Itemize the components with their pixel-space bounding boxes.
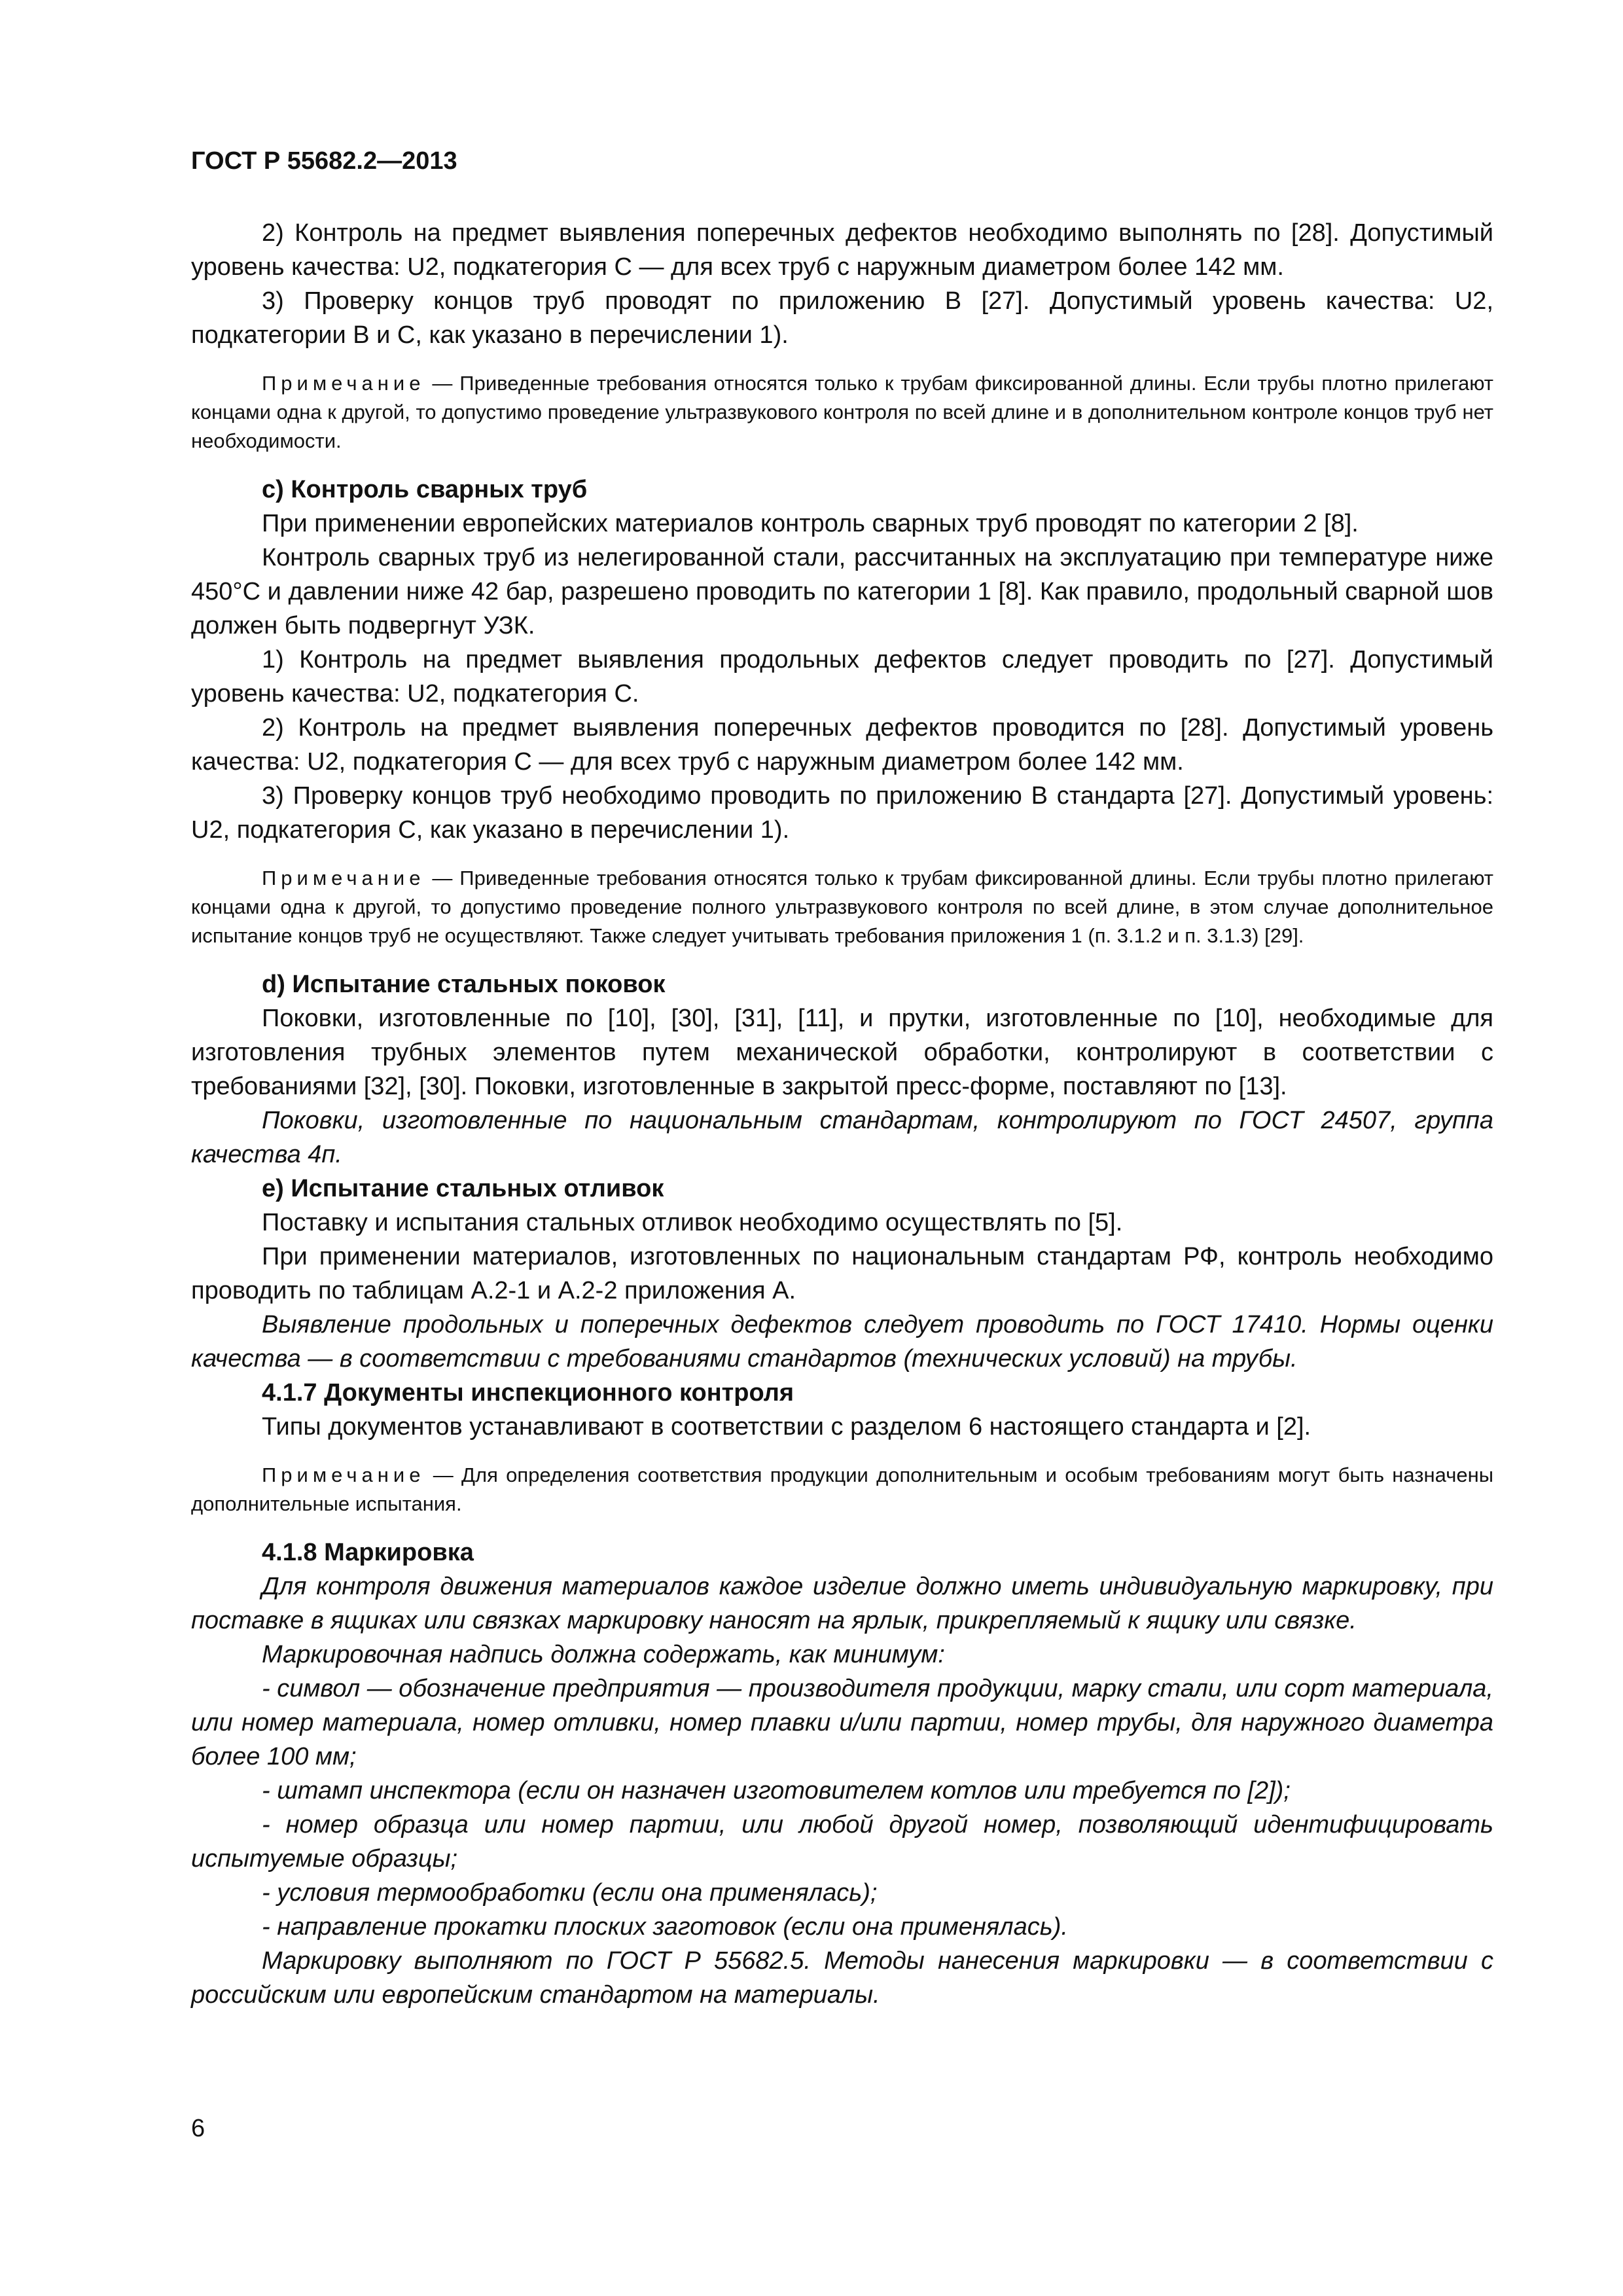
note-text: — Приведенные требования относятся только к трубам фиксированной длины. Если трубы плотно прилегают концами одна к другой, то допустимо проведение ультразвукового контроля по всей длине и в дополнительном контроле концов труб нет необходимости.	[191, 372, 1493, 452]
paragraph-italic: Поковки, изготовленные по национальным стандартам, контролируют по ГОСТ 24507, группа качества 4п.	[191, 1107, 1493, 1168]
note-text: — Приведенные требования относятся только к трубам фиксированной длины. Если трубы плотно прилегают концами одна к другой, то допустимо проведение полного ультразвукового контроля по всей длине, в этом случае дополнительное испытание концов труб не осуществляют. Также следует учитывать требования приложения 1 (п. 3.1.2 и п. 3.1.3) [29].	[191, 867, 1493, 947]
note-block	[191, 1461, 1493, 1518]
paragraph: Контроль сварных труб из нелегированной стали, рассчитанных на эксплуатацию при температуре ниже 450°С и давлении ниже 42 бар, разрешено проводить по категории 1 [8]. Как правило, продольный сварной шов должен быть подвергнут УЗК.	[191, 544, 1493, 639]
paragraph: 3) Проверку концов труб необходимо проводить по приложению В стандарта [27]. Допустимый уровень: U2, подкатегория С, как указано в перечислении 1).	[191, 782, 1493, 844]
list-item: - номер образца или номер партии, или любой другой номер, позволяющий идентифицировать испытуемые образцы;	[191, 1811, 1493, 1873]
list-item: - символ — обозначение предприятия — производителя продукции, марку стали, или сорт материала, или номер материала, номер отливки, номер плавки и/или партии, номер трубы, для наружного диаметра более 100 мм;	[191, 1675, 1493, 1770]
list-item: - штамп инспектора (если он назначен изготовителем котлов или требуется по [2]);	[262, 1777, 1291, 1804]
document-body	[191, 216, 1493, 2012]
paragraph: При применении материалов, изготовленных по национальным стандартам РФ, контроль необходимо проводить по таблицам А.2-1 и А.2-2 приложения А.	[191, 1243, 1493, 1304]
paragraph-italic: Выявление продольных и поперечных дефектов следует проводить по ГОСТ 17410. Нормы оценки качества — в соответствии с требованиями стандартов (технических условий) на трубы.	[191, 1311, 1493, 1372]
heading-welded-pipes: с) Контроль сварных труб	[262, 476, 588, 503]
paragraph-italic: Для контроля движения материалов каждое изделие должно иметь индивидуальную маркировку, при поставке в ящиках или связках маркировку наносят на ярлык, прикрепляемый к ящику или связке.	[191, 1573, 1493, 1634]
paragraph: Поставку и испытания стальных отливок необходимо осуществлять по [5].	[262, 1209, 1123, 1236]
paragraph-italic: Маркировочная надпись должна содержать, как минимум:	[262, 1641, 945, 1668]
paragraph: Поковки, изготовленные по [10], [30], [31], [11], и прутки, изготовленные по [10], необходимые для изготовления трубных элементов путем механической обработки, контролируют в соответствии с требованиями [32], [30]. Поковки, изготовленные в закрытой пресс-форме, поставляют по [13].	[191, 1005, 1493, 1100]
paragraph: 1) Контроль на предмет выявления продольных дефектов следует проводить по [27]. Допустимый уровень качества: U2, подкатегория С.	[191, 646, 1493, 708]
list-item: - направление прокатки плоских заготовок (если она применялась).	[262, 1913, 1068, 1941]
note-text: — Для определения соответствия продукции дополнительным и особым требованиям могут быть назначены дополнительные испытания.	[191, 1463, 1493, 1515]
paragraph: При применении европейских материалов контроль сварных труб проводят по категории 2 [8].	[262, 510, 1359, 537]
document-header: ГОСТ Р 55682.2—2013	[191, 147, 457, 175]
paragraph: Типы документов устанавливают в соответствии с разделом 6 настоящего стандарта и [2].	[262, 1413, 1311, 1441]
note-label: Примечание	[262, 867, 425, 889]
paragraph-transverse-defects: 2) Контроль на предмет выявления поперечных дефектов необходимо выполнять по [28]. Допустимый уровень качества: U2, подкатегория С — для всех труб с наружным диаметром более 142 мм.	[191, 219, 1493, 281]
note-block	[191, 369, 1493, 456]
paragraph-italic: Маркировку выполняют по ГОСТ Р 55682.5. Методы нанесения маркировки — в соответствии с российским или европейским стандартом на материалы.	[191, 1947, 1493, 2009]
note-label: Примечание	[262, 372, 425, 395]
heading-steel-forgings: d) Испытание стальных поковок	[262, 971, 666, 998]
paragraph-pipe-ends-check: 3) Проверку концов труб проводят по приложению В [27]. Допустимый уровень качества: U2, подкатегории В и С, как указано в перечислении 1).	[191, 287, 1493, 349]
page-number: 6	[191, 2115, 205, 2142]
list-item: - условия термообработки (если она применялась);	[262, 1879, 878, 1907]
heading-4-1-8: 4.1.8 Маркировка	[262, 1539, 474, 1566]
heading-4-1-7: 4.1.7 Документы инспекционного контроля	[262, 1379, 794, 1407]
note-label: Примечание	[262, 1463, 425, 1486]
heading-steel-castings: е) Испытание стальных отливок	[262, 1175, 664, 1202]
note-block	[191, 864, 1493, 950]
paragraph: 2) Контроль на предмет выявления поперечных дефектов проводится по [28]. Допустимый уровень качества: U2, подкатегория С — для всех труб с наружным диаметром более 142 мм.	[191, 714, 1493, 776]
